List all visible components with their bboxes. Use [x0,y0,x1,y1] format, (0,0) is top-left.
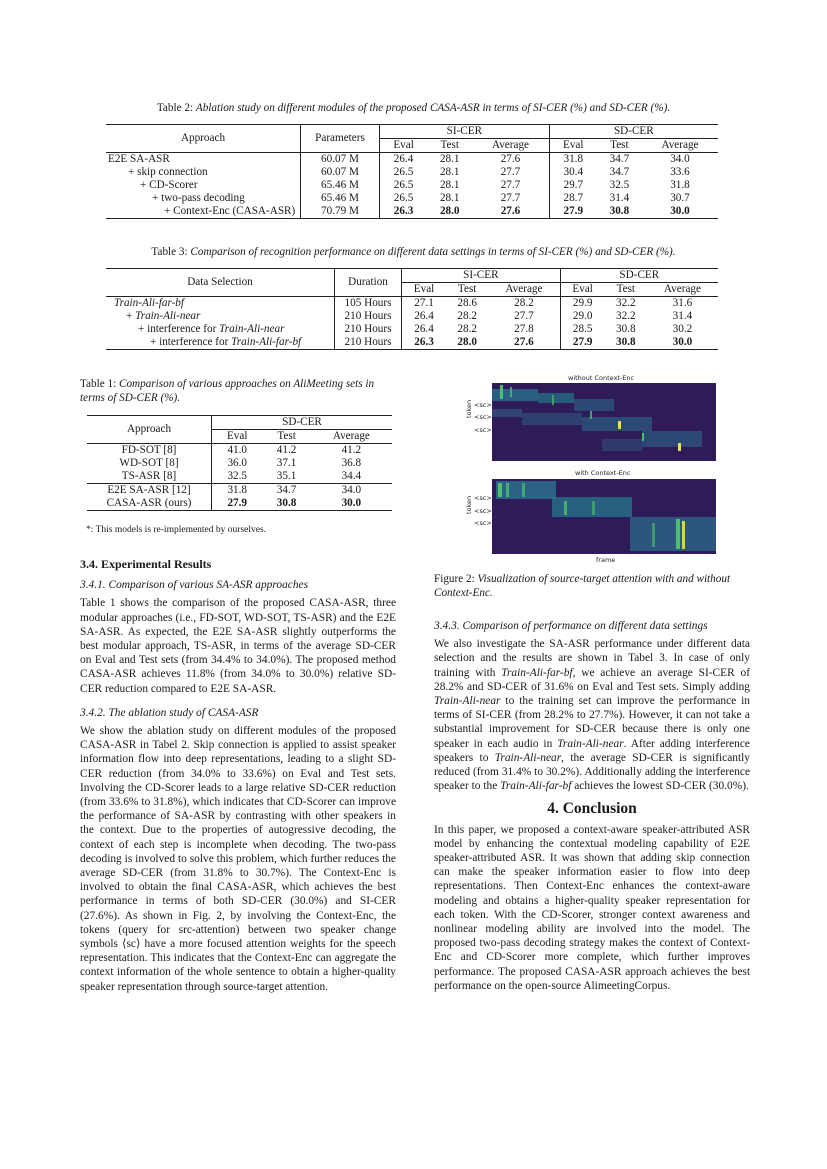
t3-header-sd: SD-CER [560,269,718,283]
subsection-title: 3.4.1. Comparison of various SA-ASR approaches [80,579,309,592]
table-row: FD-SOT [8] 41.0 41.2 41.2 [121,444,362,456]
paragraph: We show the ablation study on different modules of the proposed CASA-ASR in Tabel 2. Skip connection is applied to assist speaker information flow into deep representations, leading to a slight SD-CER reduction (from 34.0% to 33.6%) on Eval and Test sets. Involving the CD-Scorer leads to a large relative SD-CER reduction (from 33.6% to 31.8%), which indicates that CD-Scorer can improve the performance of SA-ASR by contrasting with other speakers in the context. Due to the properties of autogressive decoding, the context of each step is incomplete when decoding. The two-pass decoding is involved to solve this problem, which further reduces the average SD-CER (from 31.8% to 30.7%). The Context-Enc is involved to obtain the final CASA-ASR, which achieves the best performance in terms of both SD-CER (30.0%) and SI-CER (27.6%). As shown in Fig. 2, by involving the Context-Enc, the tokens (query for src-attention) between two speaker change symbols ⟨sc⟩ have a more focused attention weights for the speech representation. This indicates that the Context-Enc can aggregate the context information of the whole sentence to obtain a higher-quality speaker representation through source-target attention. [80,725,396,993]
t3-header-data: Data Selection [187,276,253,288]
table-row: Train-Ali-far-bf 105 Hours 27.1 28.6 28.2 29.9 32.2 31.6 [114,297,693,309]
table-row: E2E SA-ASR [12] 31.8 34.7 34.0 [107,484,362,496]
paragraph: Table 1 shows the comparison of the proposed CASA-ASR, three modular approaches (i.e., FD-SOT, WD-SOT, TS-ASR) and the E2E SA-ASR. As expected, the E2E SA-ASR slightly outperforms the best modular approach, TS-ASR, in terms of the average SD-CER on Eval and Test sets (from 34.4% to 34.0%). The proposed method CASA-ASR achieves 11.8% (from 34.0% to 30.0%) relative SD-CER reduction compared to E2E SA-ASR. [80,597,396,695]
table2-caption: Table 2: Ablation study on different modules of the proposed CASA-ASR in terms of SI-CER (%) and SD-CER (%). [156,102,671,114]
fig-top-title: without Context-Enc [568,374,635,382]
fig-top-tick: <sc> [474,413,492,421]
fig-bottom-tick: <sc> [474,519,492,527]
t2-h-avg: Average [491,139,530,151]
section-title: 3.4. Experimental Results [80,557,212,571]
table-row: + skip connection 60.07 M 26.5 28.1 27.7 30.4 34.7 33.6 [128,166,690,178]
subsection-title: 3.4.2. The ablation study of CASA-ASR [80,706,259,719]
t2-header-approach: Approach [180,132,226,144]
table-row: TS-ASR [8] 32.5 35.1 34.4 [87,470,392,484]
fig-xlabel: frame [596,556,616,564]
table-row: + interference for Train-Ali-near 210 Hours 26.4 28.2 27.8 28.5 30.8 30.2 [138,323,693,335]
attention-heatmap-without-context [492,383,716,461]
t2-header-sd: SD-CER [549,125,718,139]
table-row: E2E SA-ASR 60.07 M 26.4 28.1 27.6 31.8 34.7 34.0 [108,153,690,165]
attention-heatmap-with-context [492,479,716,554]
t2-h-avg2: Average [661,139,699,151]
table1-caption: Table 1: Comparison of various approaches on AliMeeting sets in terms of SD-CER (%). [80,378,375,404]
table-row: + interference for Train-Ali-far-bf 210 Hours 26.3 28.0 27.6 27.9 30.8 30.0 [106,336,718,350]
subsection-title: 3.4.3. Comparison of performance on different data settings [434,620,708,632]
table3-caption: Table 3: Comparison of recognition performance on different data settings in terms of SI-CER (%) and SD-CER (%). [151,246,676,258]
fig-bottom-tick: <sc> [474,507,492,515]
t2-h-eval2: Eval [549,139,597,153]
t3-header-duration: Duration [335,269,402,297]
t2-header-parameters: Parameters [301,125,380,153]
table1-footnote: *: This models is re-implemented by ourselves. [86,525,267,535]
table-row: + CD-Scorer 65.46 M 26.5 28.1 27.7 29.7 32.5 31.8 [140,179,690,191]
t2-h-eval: Eval [380,139,428,153]
table2 [106,124,718,219]
fig-bottom-tick: <sc> [474,494,492,502]
right-column [434,619,750,993]
table-row: + two-pass decoding 65.46 M 26.5 28.1 27.7 28.7 31.4 30.7 [152,192,690,204]
t3-header-si: SI-CER [402,269,561,283]
table-row: + Train-Ali-near 210 Hours 26.4 28.2 27.7 29.0 32.2 31.4 [126,310,693,322]
section-title: 4. Conclusion [547,800,637,818]
t2-header-si: SI-CER [380,125,550,139]
table1: Approach SD-CER Eval Test Average FD-SOT [8] 41.0 41.2 41.2 WD-SOT [8] 36.0 37.1 36.8 TS-ASR [8] 32.5 35.1 34.4 E2E SA-ASR [12] 31.8 34.7 34.0 CASA-ASR (ours) 27.9 30.8 30.0 [87,415,392,511]
fig-top-tick: <sc> [474,426,492,434]
table3: Data Selection Duration SI-CER SD-CER Eval Test Average Eval Test Average Train-Ali-far-bf 105 Hours 27.1 28.6 28.2 29.9 32.2 31.6 + Train-Ali-near 210 Hours 26.4 28.2 27.7 29.0 32.2 31.4 + interference for Train-Ali-near 210 Hours 26.4 28.2 27.8 28.5 30.8 30.2 + interference for Train-Ali-far-bf 210 Hours 26.3 28.0 27.6 27.9 30.8 30.0 [106,268,718,350]
table-row: + Context-Enc (CASA-ASR) 70.79 M 26.3 28.0 27.6 27.9 30.8 30.0 [106,205,718,219]
fig-top-tick: <sc> [474,401,492,409]
fig-bottom-ylabel: token [465,495,473,514]
fig-bottom-title: with Context-Enc [575,469,631,477]
table-row: CASA-ASR (ours) 27.9 30.8 30.0 [87,497,392,511]
paragraph: We also investigate the SA-ASR performance under different data selection and the results are shown in Tabel 3. In case of only training with Train-Ali-far-bf, we achieve an average SI-CER of 28.2% and SD-CER of 31.6% on Eval and Test sets. Simply adding Train-Ali-near to the training set can improve the performance in terms of SI-CER (from 28.2% to 27.7%). However, it can not take a substantial improvement for SD-CER because there is only one speaker in each audio in Train-Ali-near. After adding interference speakers to Train-Ali-near, the average SD-CER is significantly reduced (from 31.4% to 30.2%). Additionally adding the interference speaker to the Train-Ali-far-bf achieves the lowest SD-CER (30.0%). [434,638,750,793]
paragraph: In this paper, we proposed a context-aware speaker-attributed ASR model by enhancing the contextual modeling capability of E2E speaker-attributed ASR. It was shown that adding skip connection can make the speaker information easier to flow into deep representations. Then Context-Enc enhances the context-aware modeling and obtains a higher-quality speaker representation for each token. With the CD-Scorer, stronger context awareness and nonlinear modeling ability are involved into the model. The proposed two-pass decoding strategy makes the context of Context-Enc and CD-Scorer more complete, which further improves performance. The proposed CASA-ASR approach achieves the best performance on the open-source AlimeetingCorpus. [434,823,750,992]
t2-h-test2: Test [610,139,629,151]
fig-top-ylabel: token [465,399,473,418]
t2-h-test: Test [440,139,459,151]
left-column [80,557,396,994]
table-row: WD-SOT [8] 36.0 37.1 36.8 [119,457,362,469]
figure2-caption: Figure 2: Visualization of source-target attention with and without Context-Enc. [434,573,731,599]
